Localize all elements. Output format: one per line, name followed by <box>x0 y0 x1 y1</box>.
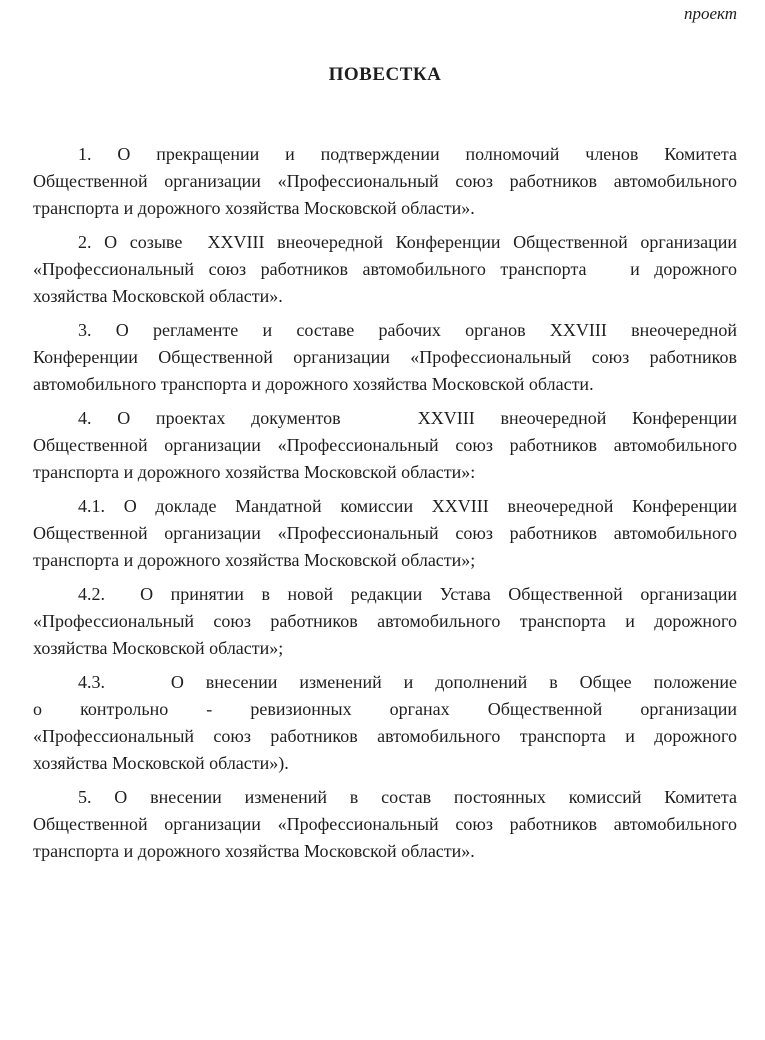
agenda-item-1-line-2: Общественной организации «Профессиональный союз работников автомобильного <box>33 171 737 191</box>
agenda-item-5-line-1: 5. О внесении изменений в состав постоянных комиссий Комитета <box>78 787 737 807</box>
agenda-item-4.2-line-1: 4.2. О принятии в новой редакции Устава Общественной организации <box>78 584 737 604</box>
agenda-item-4.1-line-3: транспорта и дорожного хозяйства Московской области»; <box>33 550 476 570</box>
agenda-item-1-line-1: 1. О прекращении и подтверждении полномочий членов Комитета <box>78 144 737 164</box>
agenda-item-4.3-line-4: хозяйства Московской области»). <box>33 753 289 773</box>
agenda-item-2-line-1: 2. О созыве XXVIII внеочередной Конференции Общественной организации <box>78 232 737 252</box>
agenda-item-4.2 <box>33 581 737 662</box>
agenda-item-5 <box>33 784 737 865</box>
agenda-item-4-line-1: 4. О проектах документов XXVIII внеочередной Конференции <box>78 408 737 428</box>
agenda-item-4.2-line-3: хозяйства Московской области»; <box>33 638 284 658</box>
agenda-list <box>33 141 737 865</box>
document-title: ПОВЕСТКА <box>328 64 442 85</box>
agenda-item-1 <box>33 141 737 222</box>
agenda-item-5-line-3: транспорта и дорожного хозяйства Московской области». <box>33 841 475 861</box>
agenda-item-3-line-3: автомобильного транспорта и дорожного хозяйства Московской области. <box>33 374 594 394</box>
agenda-item-2-line-3: хозяйства Московской области». <box>33 286 283 306</box>
agenda-item-4.1-line-1: 4.1. О докладе Мандатной комиссии XXVIII внеочередной Конференции <box>78 496 737 516</box>
agenda-item-4.3-line-3: «Профессиональный союз работников автомобильного транспорта и дорожного <box>33 726 737 746</box>
agenda-item-4.3-line-2: о контрольно - ревизионных органах Общественной организации <box>33 699 737 719</box>
agenda-item-3-line-1: 3. О регламенте и составе рабочих органов XXVIII внеочередной <box>78 320 737 340</box>
agenda-item-4 <box>33 405 737 486</box>
agenda-item-4.3-line-1: 4.3. О внесении изменений и дополнений в Общее положение <box>78 672 737 692</box>
agenda-item-4.1 <box>33 493 737 574</box>
agenda-item-4.1-line-2: Общественной организации «Профессиональный союз работников автомобильного <box>33 523 737 543</box>
agenda-item-3-line-2: Конференции Общественной организации «Профессиональный союз работников <box>33 347 737 367</box>
agenda-item-4-line-3: транспорта и дорожного хозяйства Московской области»: <box>33 462 476 482</box>
agenda-item-5-line-2: Общественной организации «Профессиональный союз работников автомобильного <box>33 814 737 834</box>
agenda-item-1-line-3: транспорта и дорожного хозяйства Московской области». <box>33 198 475 218</box>
agenda-item-3 <box>33 317 737 398</box>
agenda-item-4-line-2: Общественной организации «Профессиональный союз работников автомобильного <box>33 435 737 455</box>
agenda-item-4.2-line-2: «Профессиональный союз работников автомобильного транспорта и дорожного <box>33 611 737 631</box>
agenda-item-2 <box>33 229 737 310</box>
agenda-item-4.3 <box>33 669 737 777</box>
agenda-item-2-line-2: «Профессиональный союз работников автомобильного транспорта и дорожного <box>33 259 737 279</box>
draft-label: проект <box>683 4 737 23</box>
